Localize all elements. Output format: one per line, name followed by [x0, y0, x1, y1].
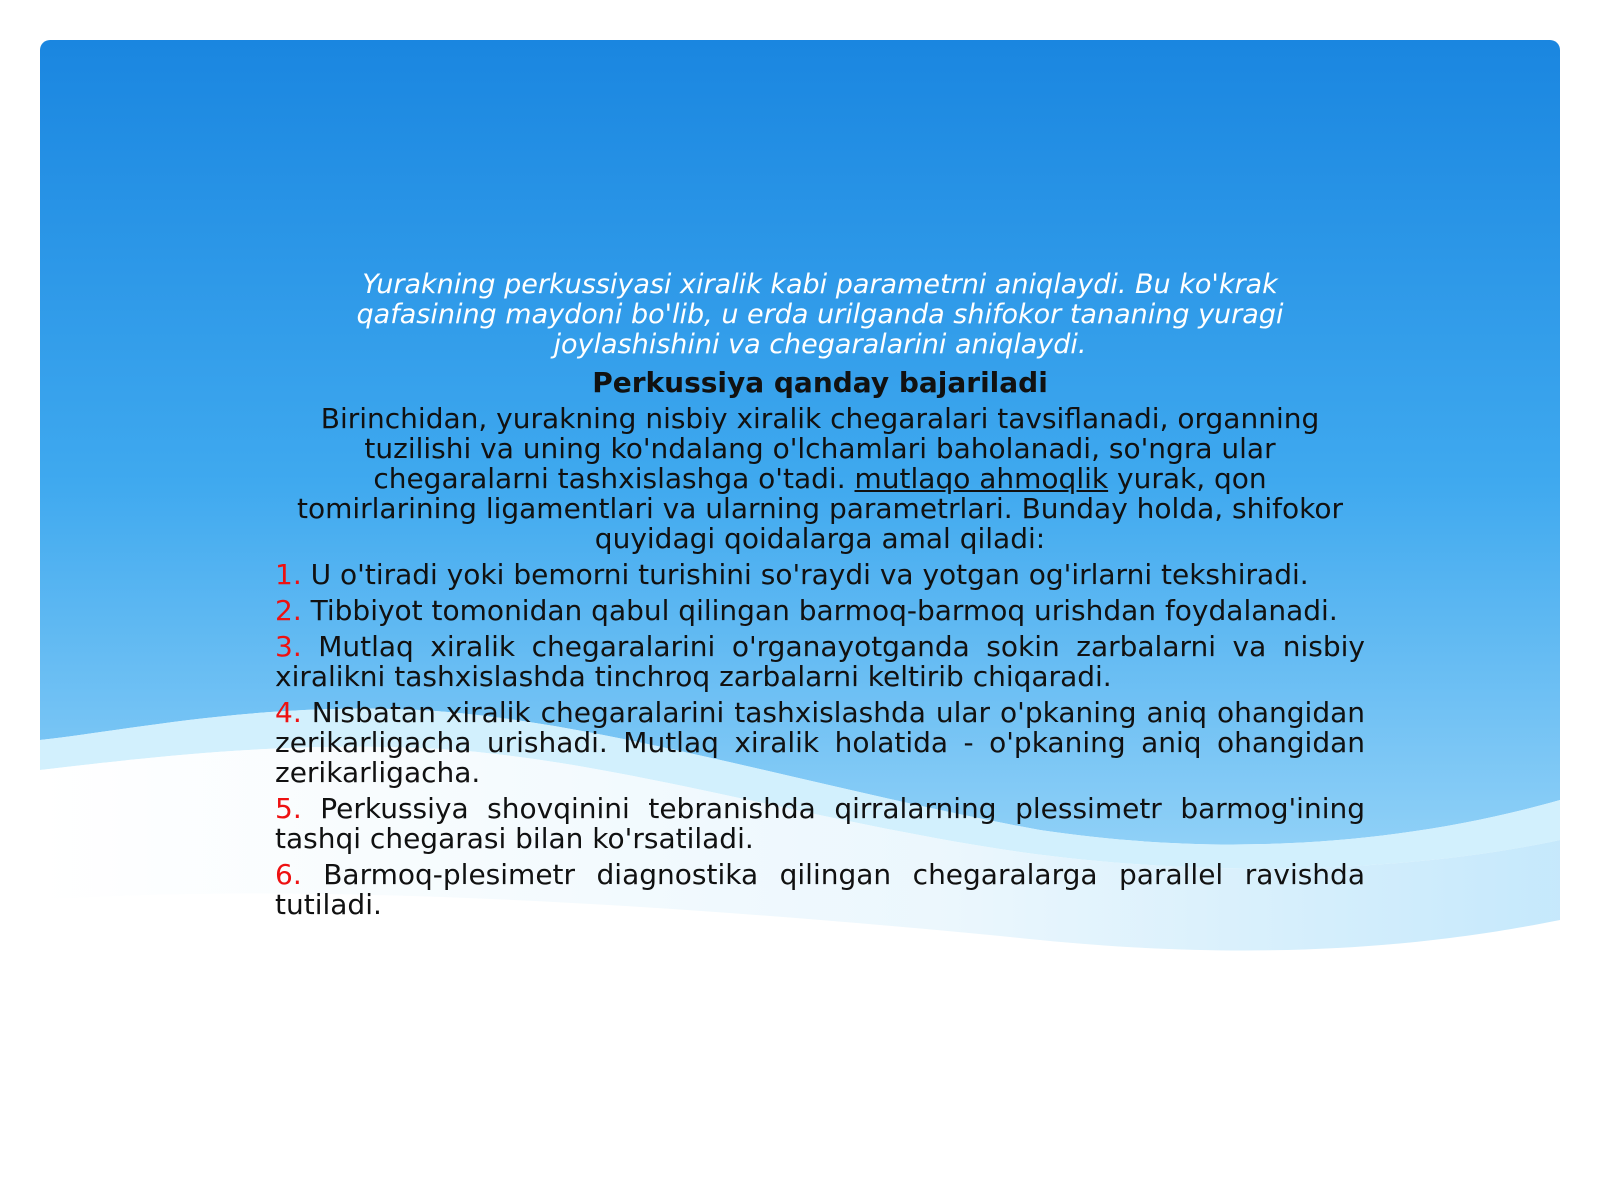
list-number: 6.: [275, 858, 302, 891]
underlined-link[interactable]: mutlaqo ahmoqlik: [854, 462, 1109, 495]
list-number: 4.: [275, 696, 302, 729]
list-item: [275, 632, 1365, 692]
list-item-text: Perkussiya shovqinini tebranishda qirralarning plessimetr barmog'ining tashqi chegarasi bilan ko'rsatiladi.: [275, 792, 1365, 855]
list-item-text: U o'tiradi yoki bemorni turishini so'raydi va yotgan og'irlarni tekshiradi.: [301, 558, 1309, 591]
list-number: 3.: [275, 630, 302, 663]
list-item: [275, 560, 1365, 590]
description-paragraph: [295, 404, 1345, 554]
rules-list: [275, 560, 1365, 920]
paragraph-text-before: Birinchidan, yurakning nisbiy xiralik chegaralari tavsiflanadi, organning tuzilishi va uning ko'ndalang o'lchamlari baholanadi, so'ngra ular chegaralarni tashxislashga o'tadi.: [320, 402, 1320, 495]
slide: [40, 40, 1560, 1200]
section-heading: Perkussiya qanday bajariladi: [592, 366, 1048, 399]
list-number: 5.: [275, 792, 302, 825]
list-item: [275, 794, 1365, 854]
intro-text: Yurakning perkussiyasi xiralik kabi parametrni aniqlaydi. Bu ko'krak qafasining maydoni bo'lib, u erda urilganda shifokor tananing yuragi joylashishini va chegaralarini aniqlaydi.: [356, 269, 1284, 360]
list-item-text: Nisbatan xiralik chegaralarini tashxislashda ular o'pkaning aniq ohangidan zerikarligacha urishadi. Mutlaq xiralik holatida - o'pkaning aniq ohangidan zerikarligacha.: [275, 696, 1365, 789]
list-item: [275, 596, 1365, 626]
list-item-text: Mutlaq xiralik chegaralarini o'rganayotganda sokin zarbalarni va nisbiy xiralikni tashxislashda tinchroq zarbalarni keltirib chiqaradi.: [275, 630, 1365, 693]
slide-content: [275, 270, 1365, 926]
list-item: [275, 698, 1365, 788]
list-item: [275, 860, 1365, 920]
paragraph-text-after: yurak, qon tomirlarining ligamentlari va ularning parametrlari. Bunday holda, shifokor quyidagi qoidalarga amal qiladi:: [296, 462, 1344, 555]
list-item-text: Tibbiyot tomonidan qabul qilingan barmoq-barmoq urishdan foydalanadi.: [301, 594, 1338, 627]
list-item-text: Barmoq-plesimetr diagnostika qilingan chegaralarga parallel ravishda tutiladi.: [275, 858, 1365, 921]
list-number: 1.: [275, 558, 302, 591]
list-number: 2.: [275, 594, 302, 627]
